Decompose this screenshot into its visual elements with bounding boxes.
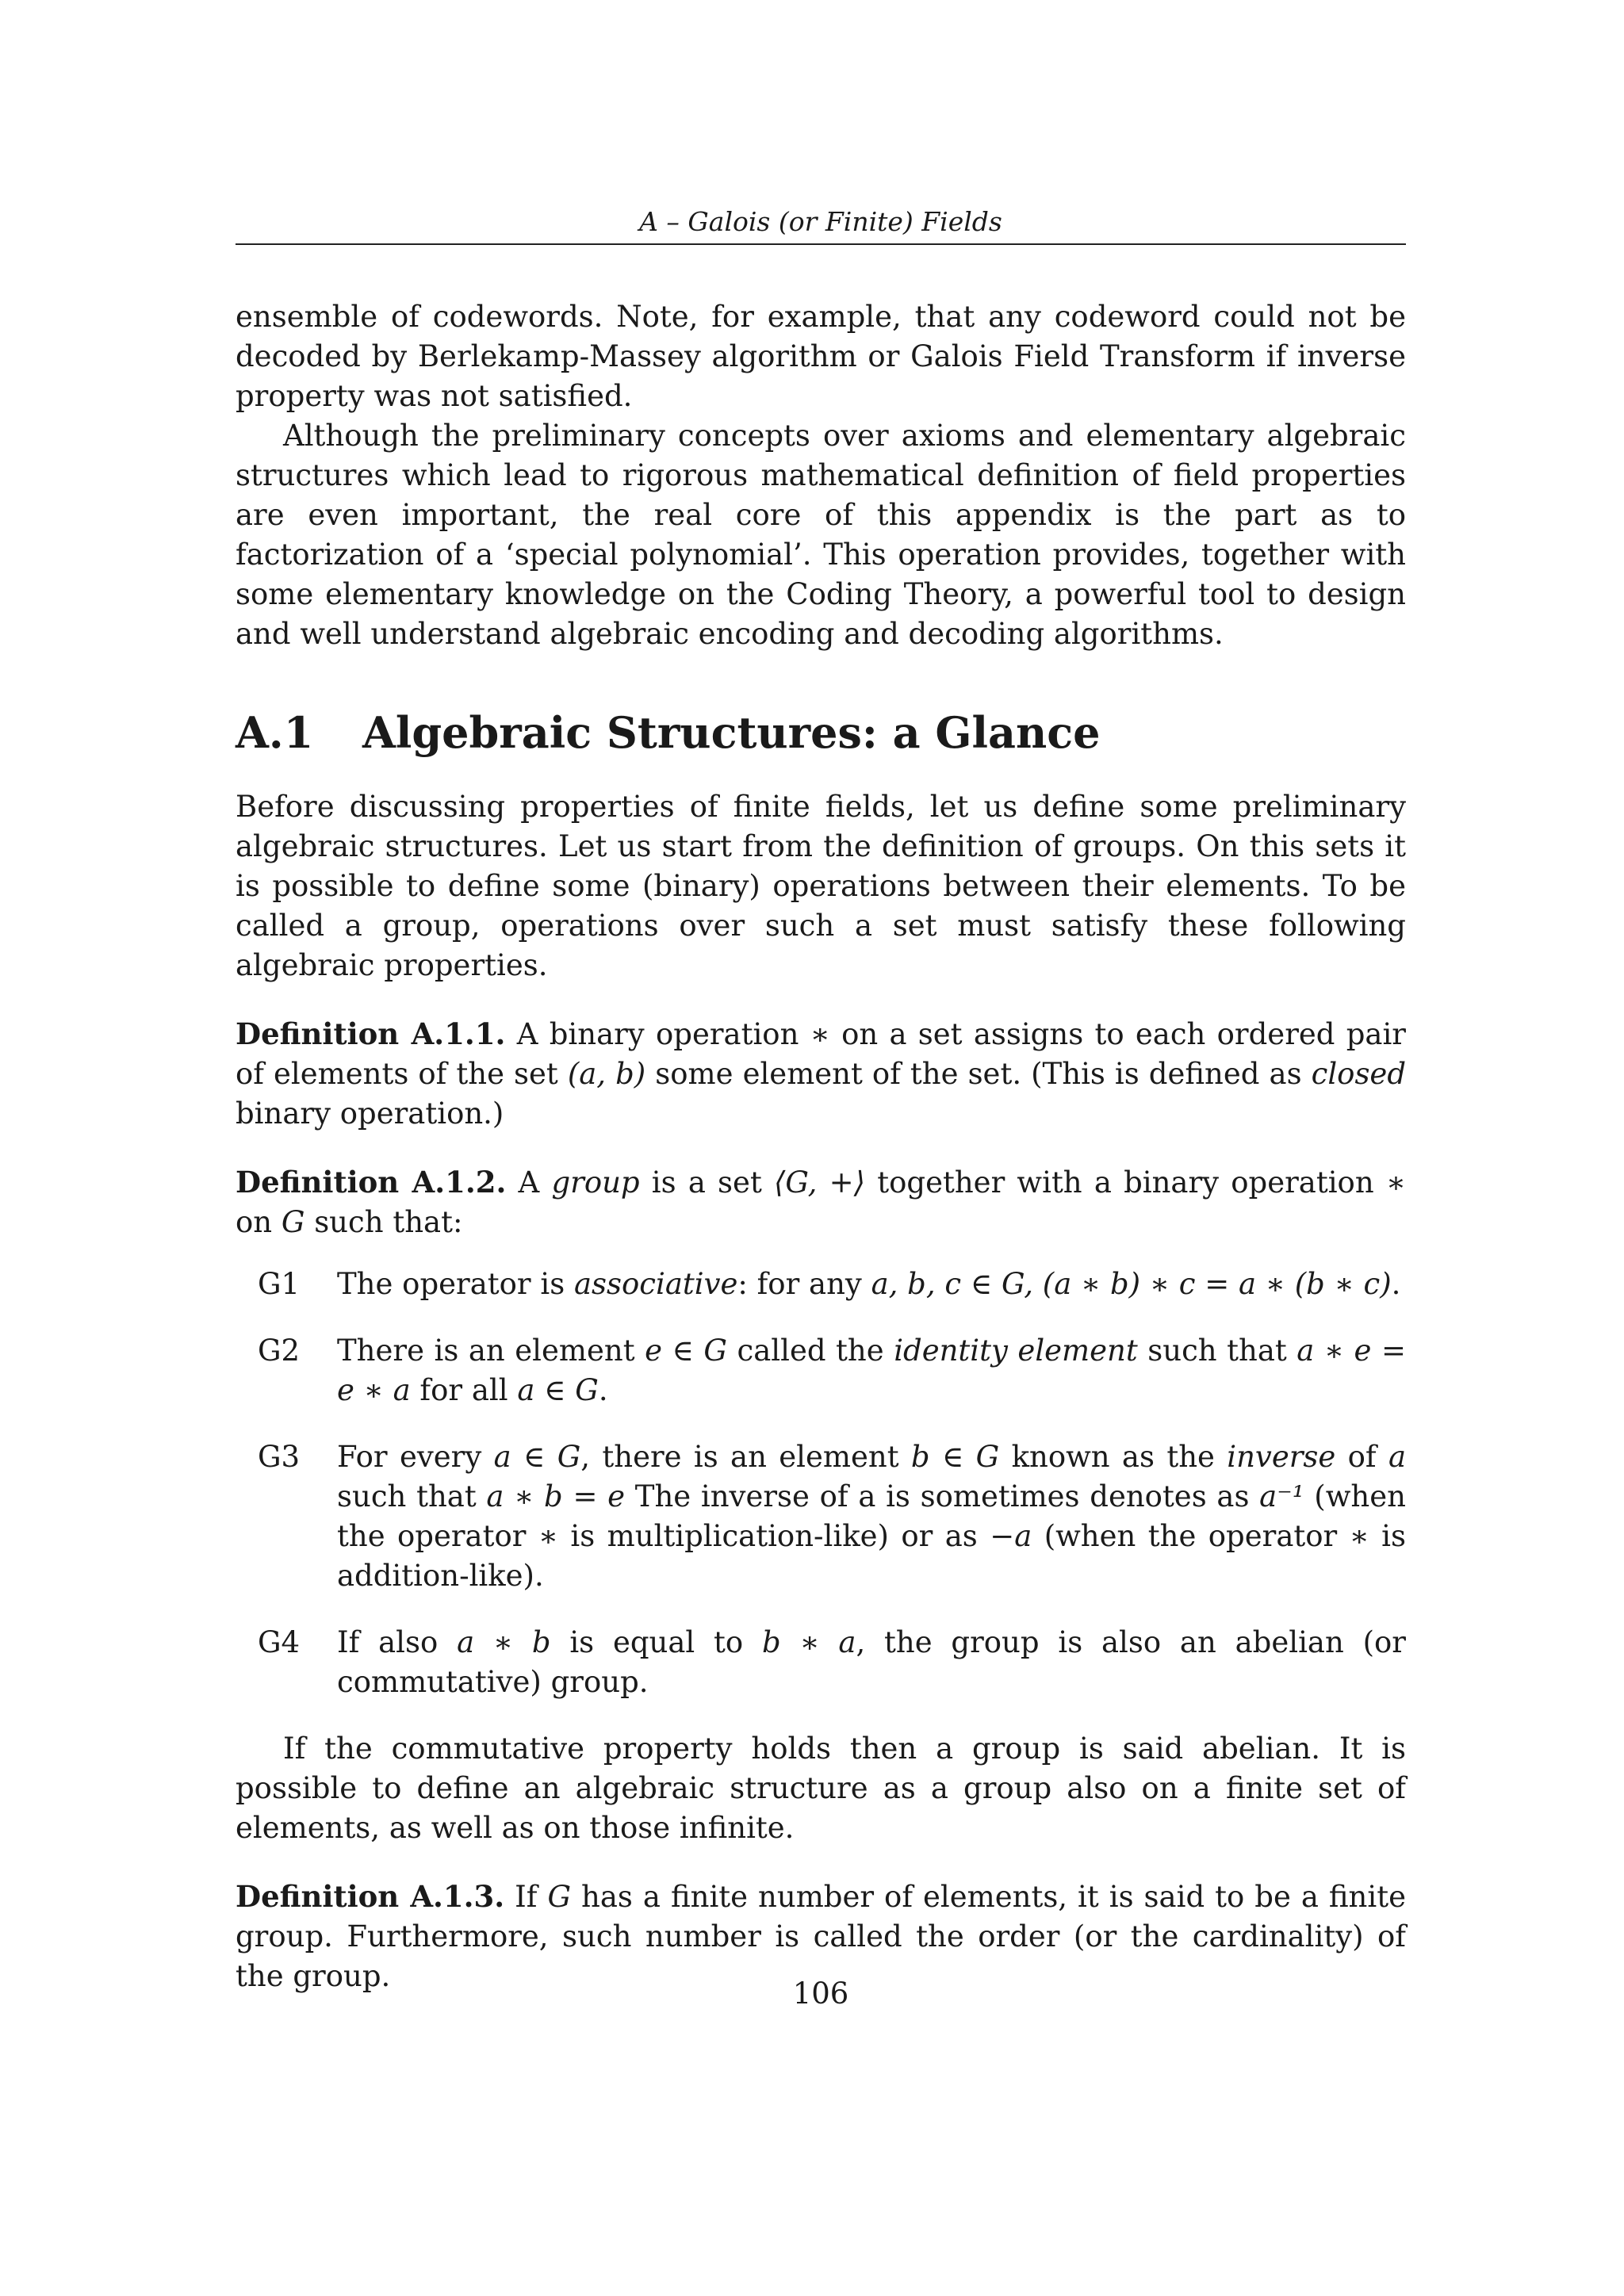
emphasis: associative (573, 1267, 738, 1301)
axiom-text: There is an element (337, 1334, 645, 1368)
intro-paragraph-1: ensemble of codewords. Note, for example, that any codeword could not be decoded by Berlekamp-Massey algorithm or Galois Field Transform if inverse property was not satisfied. (236, 300, 1406, 413)
section-number: A.1 (236, 707, 314, 758)
axiom-text: If also (337, 1625, 458, 1659)
axiom-label: G1 (258, 1267, 301, 1301)
page-number: 106 (792, 1976, 849, 2011)
definition-text: A (506, 1165, 552, 1200)
axiom-text: such that (337, 1479, 487, 1513)
group-axioms-list (236, 1265, 1406, 1702)
math-inline: (a, b) (567, 1057, 646, 1091)
definition-text: is a set (639, 1165, 774, 1200)
axiom-label: G4 (258, 1625, 301, 1659)
section-heading (236, 705, 1406, 760)
axiom-text: : for any (737, 1267, 871, 1301)
axiom-text: , there is an element (580, 1440, 911, 1474)
axiom-item (258, 1437, 1406, 1596)
emphasis: inverse (1227, 1440, 1336, 1474)
definition-text: such that: (304, 1205, 463, 1239)
math-inline: b ∈ G (910, 1440, 1000, 1474)
emphasis: closed (1311, 1057, 1407, 1091)
axiom-text: called the (726, 1334, 894, 1368)
page-body (236, 297, 1406, 1996)
math-inline: a ∗ b (457, 1625, 551, 1659)
definition-text: has a finite number of elements, it is said to be a finite group. Furthermore, such number is called the order (or the cardinality) of the group. (236, 1880, 1406, 1993)
axiom-text: The inverse of a is sometimes denotes as (625, 1479, 1260, 1513)
axiom-item (258, 1265, 1406, 1304)
math-inline: b ∗ a (761, 1625, 856, 1659)
axiom-text: known as the (999, 1440, 1228, 1474)
running-header: A – Galois (or Finite) Fields (236, 202, 1406, 245)
definition-text: together with a binary operation ∗ on (236, 1165, 1406, 1239)
axiom-text: . (1391, 1267, 1401, 1301)
definition-text: some element of the set. (This is defined as (645, 1057, 1312, 1091)
math-inline: a⁻¹ (1259, 1479, 1304, 1513)
definition-text: A binary operation ∗ on a set assigns to each ordered pair of elements of the set (236, 1017, 1406, 1091)
axiom-item (258, 1331, 1406, 1410)
axiom-text: (when the operator ∗ is addition-like). (337, 1519, 1407, 1593)
math-inline: a (1388, 1440, 1407, 1474)
definition-label: Definition A.1.2. (236, 1165, 507, 1200)
definition-text: binary operation.) (236, 1096, 504, 1131)
math-inline: −a (990, 1519, 1032, 1553)
math-inline: G (547, 1880, 572, 1914)
axiom-text: For every (337, 1440, 494, 1474)
axiom-item (258, 1623, 1406, 1702)
definition-a-1-2 (236, 1162, 1406, 1242)
definition-label: Definition A.1.3. (236, 1879, 505, 1914)
math-inline: e ∈ G (645, 1334, 727, 1368)
axiom-label: G2 (258, 1334, 301, 1368)
axiom-text: The operator is (337, 1267, 574, 1301)
math-inline: a ∗ b = e (486, 1479, 626, 1513)
axiom-label: G3 (258, 1440, 301, 1474)
axiom-text: . (598, 1373, 608, 1407)
axiom-text: (when the operator ∗ is multiplication-like) or as (337, 1479, 1406, 1553)
axiom-text: of (1335, 1440, 1388, 1474)
emphasis: group (551, 1165, 640, 1200)
definition-a-1-1 (236, 1014, 1406, 1134)
math-inline: a, b, c ∈ G, (a ∗ b) ∗ c = a ∗ (b ∗ c) (871, 1267, 1392, 1301)
intro-paragraph-2: Although the preliminary concepts over axioms and elementary algebraic structures which lead to rigorous mathematical definition of field properties are even important, the real core of this appendix is the part as to factorization of a ‘special polynomial’. This operation provides, together with some elementary knowledge on the Coding Theory, a powerful tool to design and well understand algebraic encoding and decoding algorithms. (236, 419, 1406, 651)
definition-label: Definition A.1.1. (236, 1016, 506, 1051)
after-axioms-paragraph: If the commutative property holds then a group is said abelian. It is possible to define an algebraic structure as a group also on a finite set of elements, as well as on those infinite. (236, 1732, 1406, 1845)
math-inline: a ∗ e = e ∗ a (337, 1334, 1406, 1407)
axiom-text: such that (1137, 1334, 1297, 1368)
section-title: Algebraic Structures: a Glance (362, 707, 1101, 758)
emphasis: identity element (894, 1334, 1138, 1368)
definition-text: If (504, 1880, 548, 1914)
math-inline: a ∈ G (517, 1373, 599, 1407)
math-inline: ⟨G, +⟩ (774, 1165, 866, 1200)
axiom-text: for all (410, 1373, 518, 1407)
axiom-text: is equal to (550, 1625, 762, 1659)
math-inline: a ∈ G (493, 1440, 581, 1474)
math-inline: G (281, 1205, 305, 1239)
section-intro: Before discussing properties of finite fields, let us define some preliminary algebraic structures. Let us start from the definition of groups. On this sets it is possible to define some (binary) operations between their elements. To be called a group, operations over such a set must satisfy these following algebraic properties. (236, 790, 1406, 982)
axiom-text: , the group is also an abelian (or commutative) group. (337, 1625, 1406, 1699)
